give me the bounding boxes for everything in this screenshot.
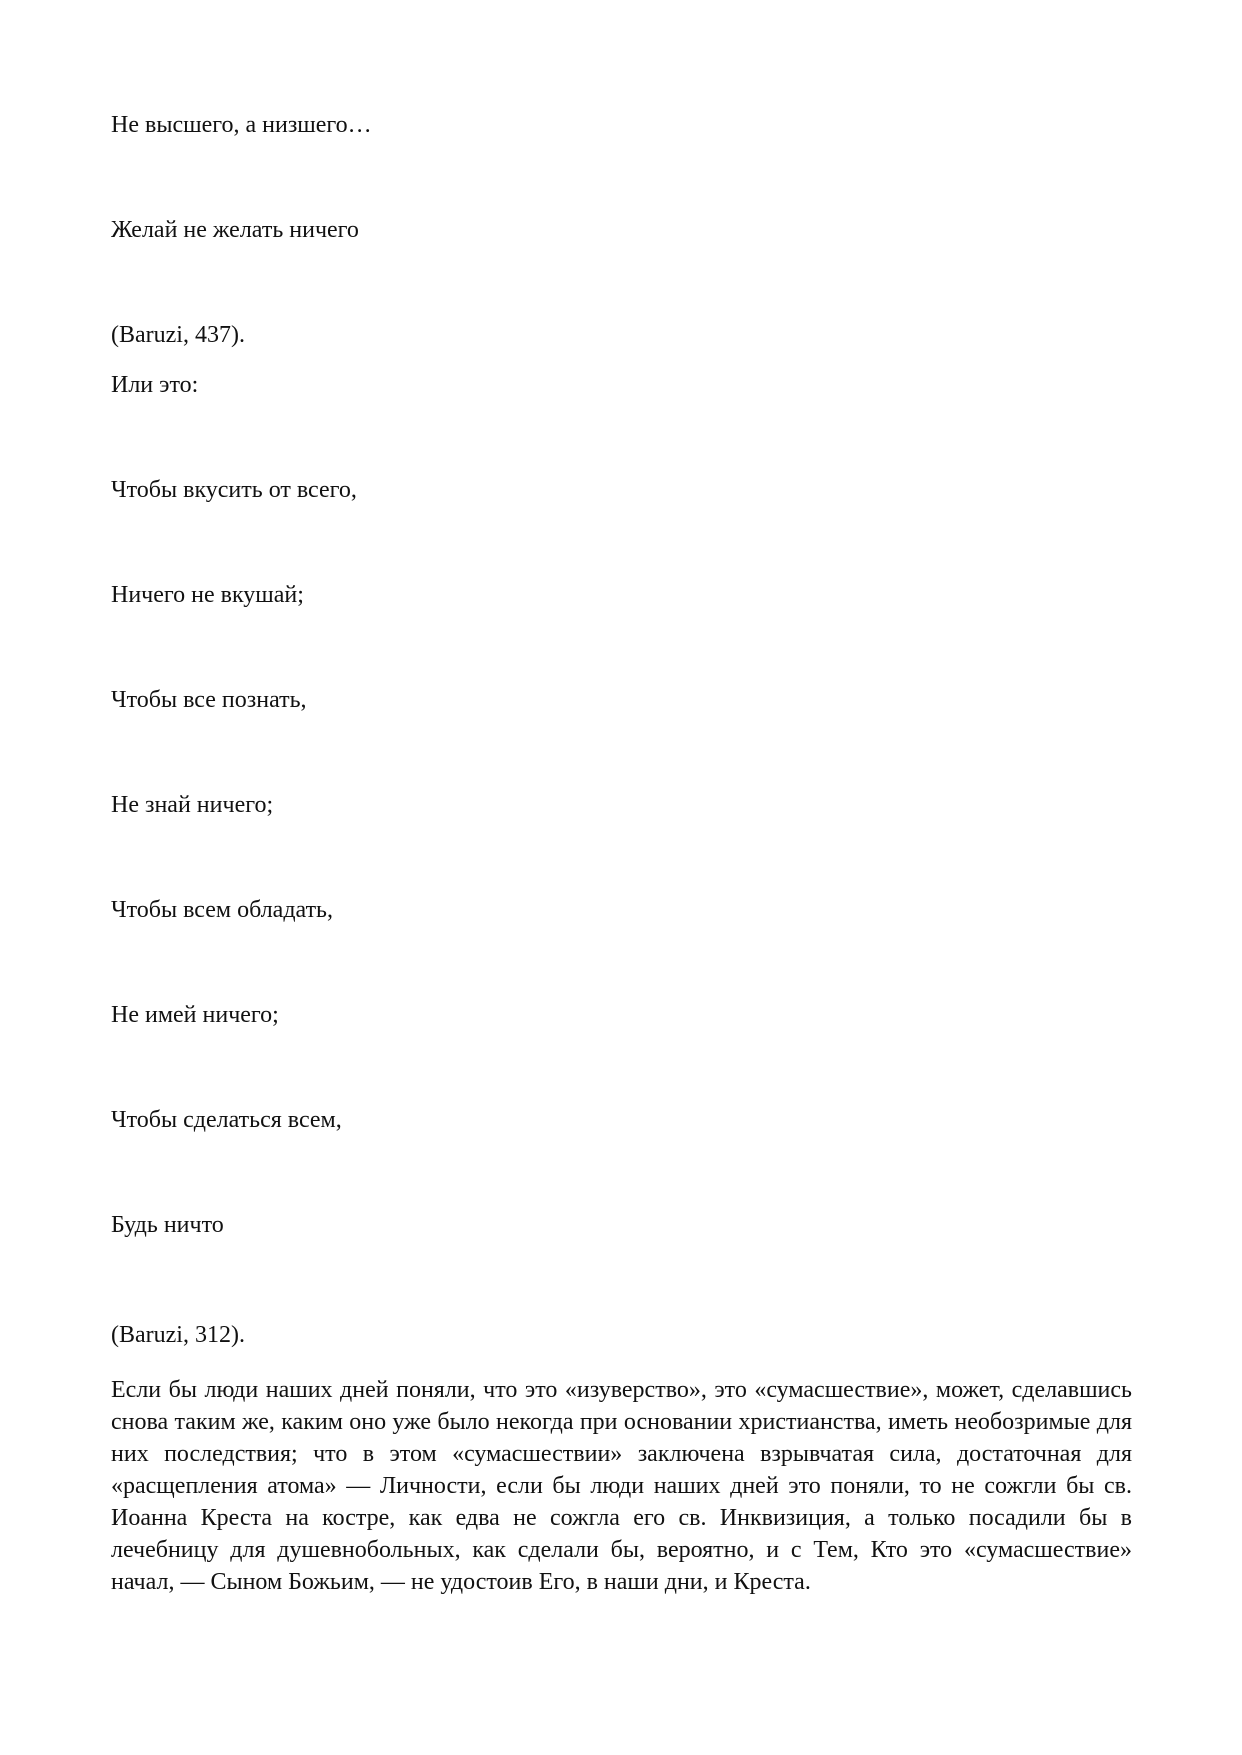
citation: (Baruzi, 312).	[111, 1322, 245, 1348]
poem-line: Ничего не вкушай;	[111, 582, 304, 608]
citation: (Baruzi, 437).	[111, 322, 245, 348]
poem-line: Не высшего, а низшего…	[111, 112, 372, 138]
poem-line: Желай не желать ничего	[111, 217, 359, 243]
poem-line: Не знай ничего;	[111, 792, 274, 818]
body-paragraph: Если бы люди наших дней поняли, что это «изуверство», это «сумасшествие», может, сделавшись снова таким же, каким оно уже было некогда при основании христианства, иметь необозримые для них последствия; что в этом «сумасшествии» заключена взрывчатая сила, достаточная для «расщепления атома» — Личности, если бы люди наших дней это поняли, то не сожгли бы св. Иоанна Креста на костре, как едва не сожгла его св. Инквизиция, а только посадили бы в лечебницу для душевнобольных, как сделали бы, вероятно, и с Тем, Кто это «сумасшествие» начал, — Сыном Божьим, — не удостоив Его, в наши дни, и Креста.	[111, 1377, 1132, 1595]
poem-line: Чтобы все познать,	[111, 687, 307, 713]
poem-line: Не имей ничего;	[111, 1002, 279, 1028]
poem-line: Будь ничто	[111, 1212, 224, 1238]
text-line: Или это:	[111, 372, 199, 398]
poem-line: Чтобы вкусить от всего,	[111, 477, 357, 503]
poem-line: Чтобы всем обладать,	[111, 897, 333, 923]
poem-line: Чтобы сделаться всем,	[111, 1107, 342, 1133]
